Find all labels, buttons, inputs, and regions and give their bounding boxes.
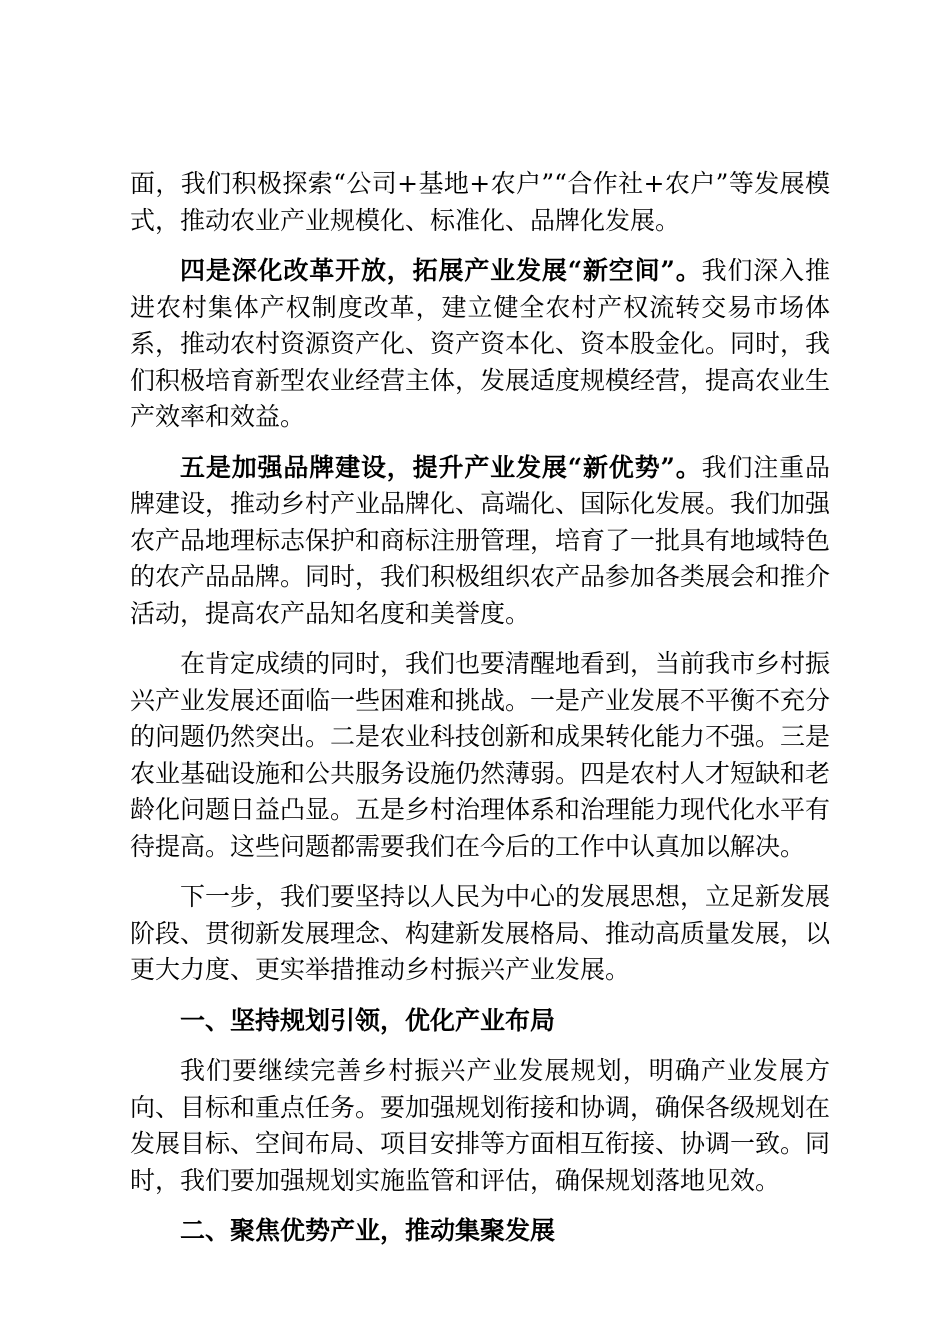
paragraph-planning bbox=[130, 1053, 830, 1199]
section-heading-industries bbox=[130, 1213, 830, 1250]
paragraph-challenges bbox=[130, 646, 830, 865]
paragraph-text: 在肯定成绩的同时，我们也要清醒地看到，当前我市乡村振兴产业发展还面临一些困难和挑战。一是产业发展不平衡不充分的问题仍然突出。二是农业科技创新和成果转化能力不强。三是农业基础设施和公共服务设施仍然薄弱。四是农村人才短缺和老龄化问题日益凸显。五是乡村治理体系和治理能力现代化水平有待提高。这些问题都需要我们在今后的工作中认真加以解决。 bbox=[130, 649, 831, 861]
paragraph-reform bbox=[130, 253, 830, 436]
paragraph-text: 我们注重品牌建设，推动乡村产业品牌化、高端化、国际化发展。我们加强农产品地理标志保护和商标注册管理，培育了一批具有地域特色的农产品品牌。同时，我们积极组织农产品参加各类展会和推介活动，提高农产品知名度和美誉度。 bbox=[130, 452, 831, 628]
paragraph-lead: 四是深化改革开放，拓展产业发展“新空间”。 bbox=[180, 256, 702, 285]
paragraph-next-steps bbox=[130, 879, 830, 989]
document-body bbox=[130, 166, 830, 1264]
paragraph-text: 我们深入推进农村集体产权制度改革，建立健全农村产权流转交易市场体系，推动农村资源资产化、资产资本化、资本股金化。同时，我们积极培育新型农业经营主体，发展适度规模经营，提高农业生产效率和效益。 bbox=[130, 256, 831, 431]
paragraph-text: 面，我们积极探索“公司+基地+农户”“合作社+农户”等发展模式，推动农业产业规模化、标准化、品牌化发展。 bbox=[130, 169, 830, 235]
paragraph-text: 我们要继续完善乡村振兴产业发展规划，明确产业发展方向、目标和重点任务。要加强规划衔接和协调，确保各级规划在发展目标、空间布局、项目安排等方面相互衔接、协调一致。同时，我们要加强规划实施监管和评估，确保规划落地见效。 bbox=[130, 1056, 831, 1195]
paragraph-lead: 五是加强品牌建设，提升产业发展“新优势”。 bbox=[180, 452, 702, 482]
section-heading-planning bbox=[130, 1003, 830, 1040]
paragraph-continued bbox=[130, 166, 830, 239]
heading-text: 二、聚焦优势产业，推动集聚发展 bbox=[180, 1216, 556, 1245]
paragraph-brand bbox=[130, 450, 830, 633]
paragraph-text: 下一步，我们要坚持以人民为中心的发展思想，立足新发展阶段、贯彻新发展理念、构建新发展格局、推动高质量发展，以更大力度、更实举措推动乡村振兴产业发展。 bbox=[130, 882, 831, 984]
heading-text: 一、坚持规划引领，优化产业布局 bbox=[180, 1005, 556, 1035]
